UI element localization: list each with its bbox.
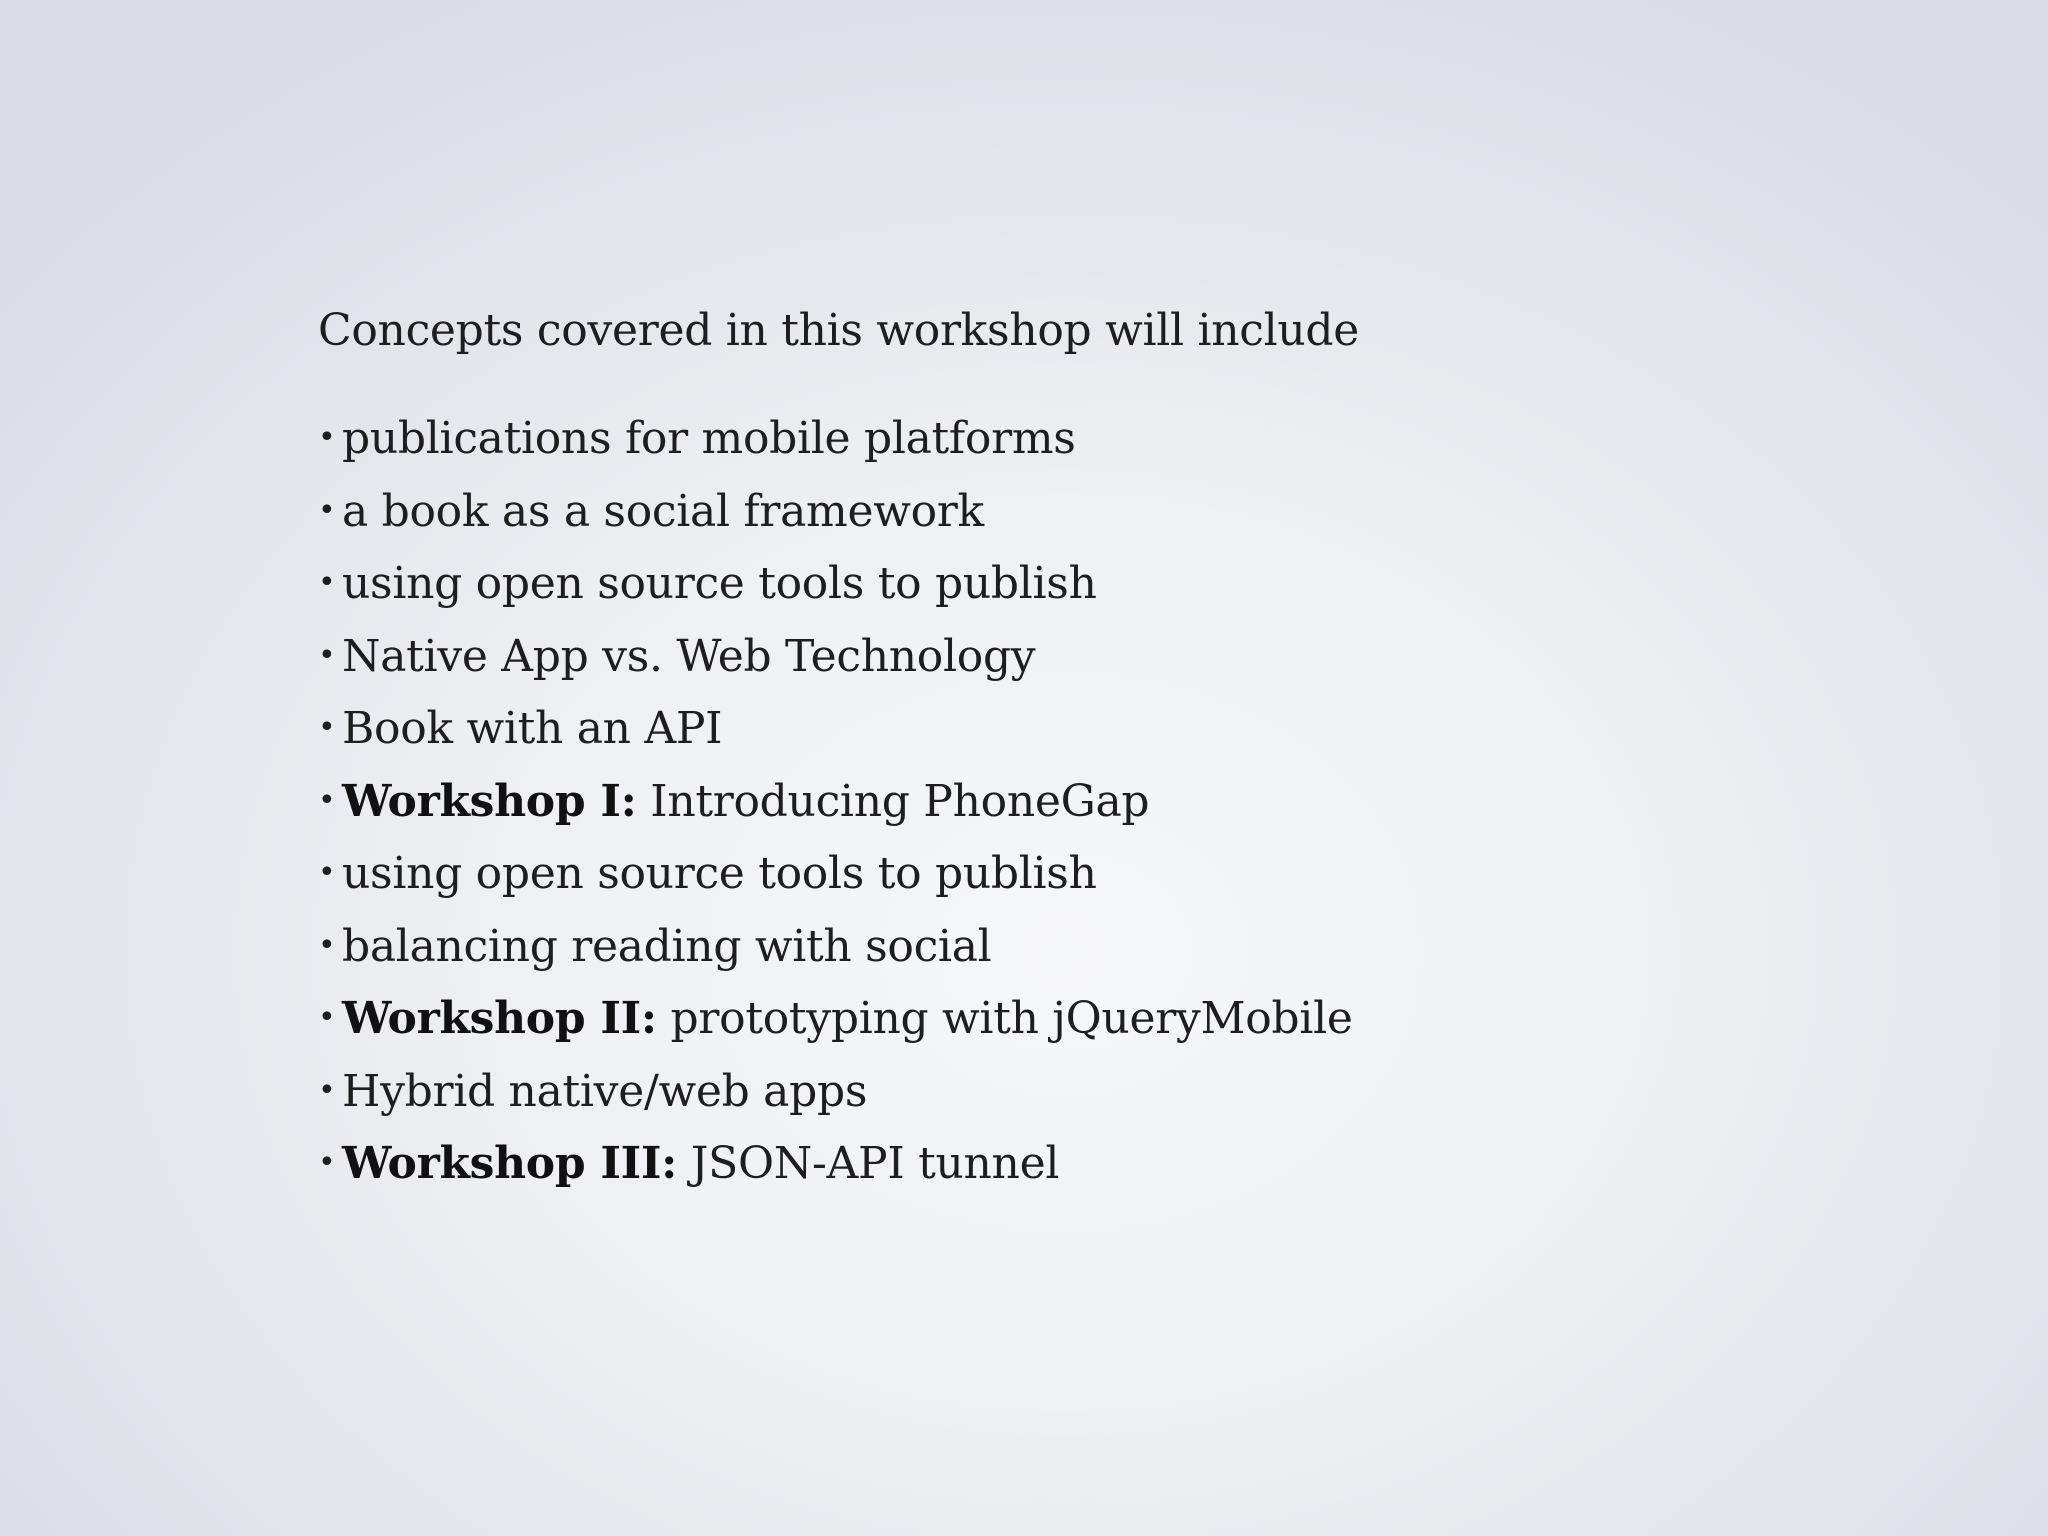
bullet-item <box>318 910 1818 983</box>
bullet-icon: • <box>318 927 336 963</box>
bullet-bold-label: Workshop III: <box>342 1138 678 1189</box>
bullet-list <box>318 402 1818 1200</box>
bullet-icon: • <box>318 637 336 673</box>
bullet-icon: • <box>318 420 336 455</box>
bullet-text: a book as a social framework <box>342 485 984 537</box>
bullet-icon: • <box>318 855 336 890</box>
bullet-icon: • <box>318 565 336 600</box>
bullet-item <box>318 982 1818 1055</box>
bullet-icon: • <box>318 710 336 745</box>
bullet-icon: • <box>318 782 336 818</box>
bullet-item <box>318 475 1818 548</box>
bullet-text: prototyping with jQueryMobile <box>656 993 1353 1044</box>
bullet-icon: • <box>318 1000 336 1035</box>
slide-content <box>318 302 1818 1200</box>
bullet-icon: • <box>318 1145 336 1180</box>
bullet-item <box>318 620 1818 693</box>
bullet-text: Book with an API <box>342 703 723 754</box>
bullet-item <box>318 547 1818 620</box>
bullet-item <box>318 765 1818 838</box>
bullet-text: Introducing PhoneGap <box>636 775 1150 827</box>
bullet-item <box>318 402 1818 475</box>
intro-text: Concepts covered in this workshop will include <box>318 305 1360 356</box>
bullet-icon: • <box>318 1072 336 1108</box>
bullet-text: Native App vs. Web Technology <box>342 630 1036 682</box>
bullet-bold-label: Workshop II: <box>342 993 657 1044</box>
bullet-bold-label: Workshop I: <box>342 775 637 827</box>
bullet-item <box>318 1055 1818 1128</box>
bullet-icon: • <box>318 492 336 528</box>
bullet-text: using open source tools to publish <box>342 558 1097 609</box>
bullet-item <box>318 692 1818 765</box>
bullet-text: publications for mobile platforms <box>342 413 1076 464</box>
bullet-item <box>318 837 1818 910</box>
bullet-text: using open source tools to publish <box>342 848 1097 899</box>
bullet-text: balancing reading with social <box>342 920 992 972</box>
bullet-item <box>318 1127 1818 1200</box>
bullet-text: Hybrid native/web apps <box>342 1065 868 1117</box>
bullet-text: JSON-API tunnel <box>677 1138 1060 1189</box>
